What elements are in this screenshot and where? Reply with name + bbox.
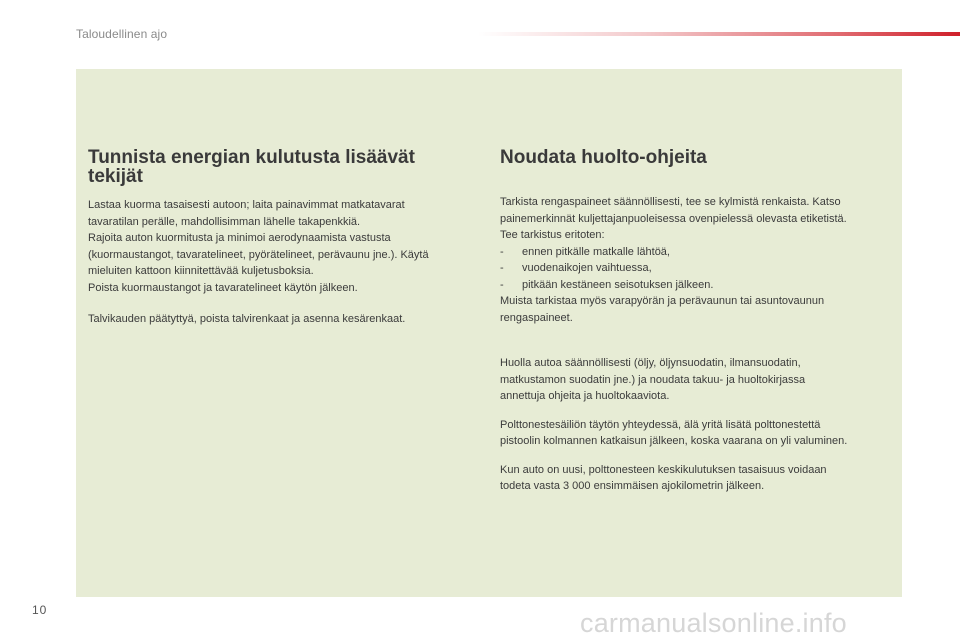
text-line: Tarkista rengaspaineet säännöllisesti, tee se kylmistä renkaista. Katso	[500, 196, 841, 208]
refuelling-paragraph	[500, 417, 892, 450]
text-line: Tee tarkistus eritoten:	[500, 229, 605, 241]
left-column	[88, 148, 470, 328]
text-line: Muista tarkistaa myös varapyörän ja perävaunun tai asuntovaunun	[500, 295, 825, 307]
new-car-paragraph	[500, 462, 892, 495]
list-item-text: ennen pitkälle matkalle lähtöä,	[522, 245, 670, 258]
text-line: matkustamon suodatin jne.) ja noudata takuu- ja huoltokirjassa	[500, 373, 806, 386]
loading-paragraph	[88, 197, 470, 296]
dash-marker: -	[500, 278, 504, 291]
winter-tyres-paragraph: Talvikauden päätyttyä, poista talvirenkaat ja asenna kesärenkaat.	[88, 313, 406, 325]
service-paragraph	[500, 355, 892, 405]
right-column	[500, 148, 892, 495]
list-item	[500, 260, 892, 277]
text-line: Huolla autoa säännöllisesti (öljy, öljynsuodatin, ilmansuodatin,	[500, 357, 801, 369]
text-line: pistoolin kolmannen katkaisun jälkeen, koska vaarana on yli valuminen.	[500, 435, 848, 447]
left-column-title: Tunnista energian kulutusta lisäävät tekijät	[88, 147, 415, 187]
dash-marker: -	[500, 262, 504, 274]
header-accent-line	[478, 32, 960, 36]
right-column-title: Noudata huolto-ohjeita	[500, 147, 707, 168]
list-item	[500, 244, 892, 261]
tyre-pressure-paragraph	[500, 194, 892, 326]
text-line: Poista kuormaustangot ja tavaratelineet käytön jälkeen.	[88, 281, 358, 294]
text-line: painemerkinnät kuljettajanpuoleisessa ovenpielessä olevasta etiketistä.	[500, 212, 847, 225]
text-line: Polttonestesäiliön täytön yhteydessä, älä yritä lisätä polttonestettä	[500, 418, 821, 431]
text-line: (kuormaustangot, tavaratelineet, pyörätelineet, perävaunu jne.). Käytä	[88, 248, 429, 261]
text-line: Lastaa kuorma tasaisesti autoon; laita painavimmat matkatavarat	[88, 199, 405, 211]
list-item-text: vuodenaikojen vaihtuessa,	[522, 262, 652, 274]
section-title: Taloudellinen ajo	[76, 27, 168, 41]
text-line: Kun auto on uusi, polttonesteen keskikulutuksen tasaisuus voidaan	[500, 463, 827, 476]
dash-marker: -	[500, 245, 504, 258]
text-line: mieluiten kattoon kiinnitettävää kuljetusboksia.	[88, 265, 314, 277]
text-line: rengaspaineet.	[500, 311, 573, 324]
text-line: Rajoita auton kuormitusta ja minimoi aerodynaamista vastusta	[88, 232, 391, 244]
text-line: tavaratilan perälle, mahdollisimman lähelle takapenkkiä.	[88, 215, 361, 228]
list-item-text: pitkään kestäneen seisotuksen jälkeen.	[522, 278, 714, 291]
watermark: carmanualsonline.info	[580, 608, 847, 638]
list-item	[500, 277, 892, 294]
page-number: 10	[32, 603, 48, 617]
text-line: annettuja ohjeita ja huoltokaaviota.	[500, 390, 670, 402]
text-line: todeta vasta 3 000 ensimmäisen ajokilometrin jälkeen.	[500, 480, 765, 492]
